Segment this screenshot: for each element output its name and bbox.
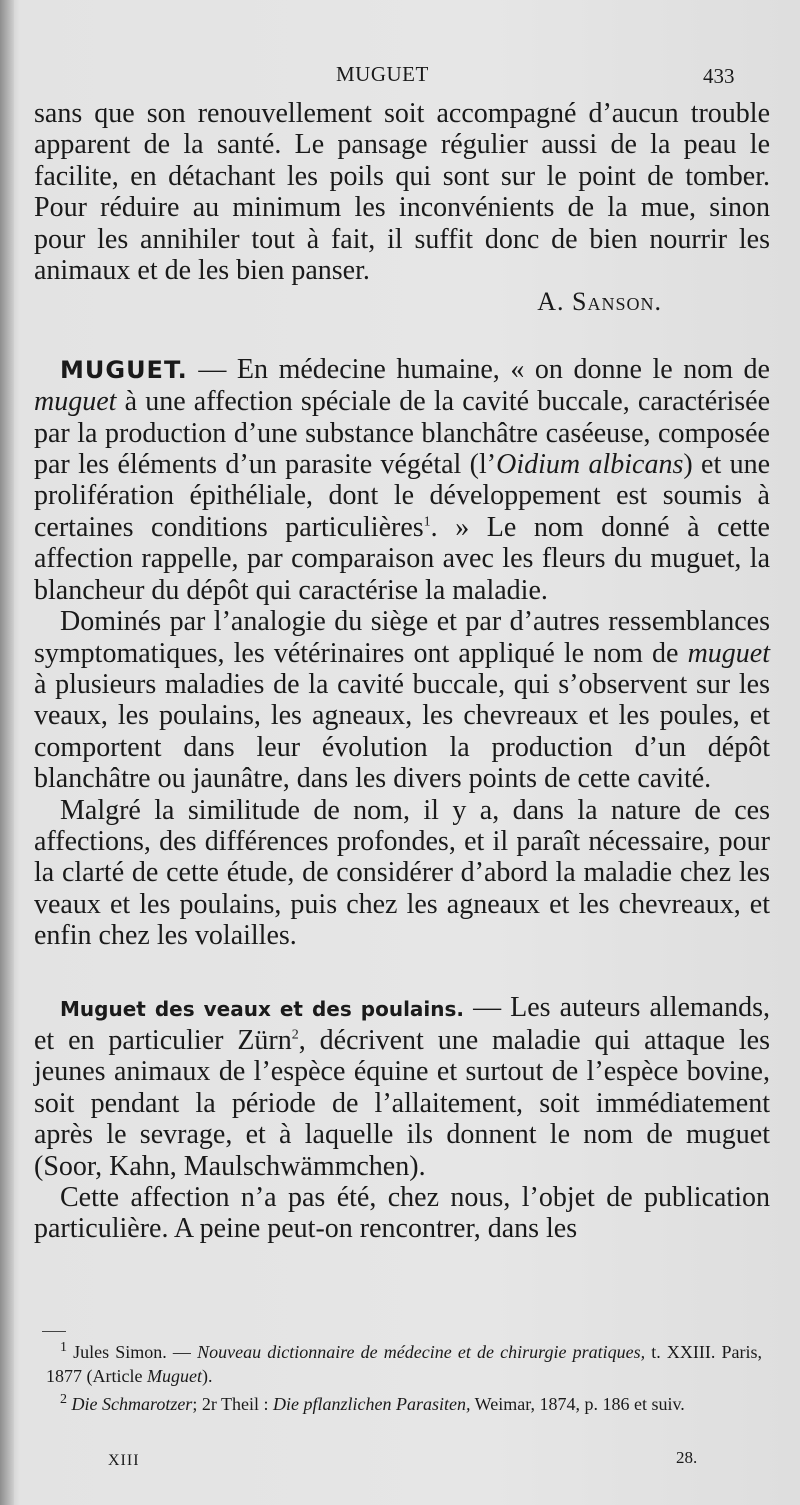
footnote-mark: 2 [60, 1392, 67, 1407]
text-run: à plusieurs maladies de la cavité buccale, qui s’observent sur les veaux, les poulains, les agneaux, les chevreaux et les poules, et comportent dans leur évolution la production d’un dépôt blanchâtre ou jaunâtre, dans les divers points de cette cavité. [34, 668, 770, 795]
article-paragraph-2 [34, 606, 770, 794]
text-run: , décrivent une maladie qui attaque les jeunes animaux de l’espèce équine et surtout de l’espèce bovine, soit pendant la période de l’allaitement, soit immédiatement après le sevrage, et à laquelle ils donnent le nom de muguet (Soor, Kahn, Maulschwämmchen). [34, 1024, 770, 1182]
section-paragraph-2: Cette affection n’a pas été, chez nous, l’objet de publication particulière. A peine peut-on rencontrer, dans les [34, 1182, 770, 1245]
italic-term: Oidium albicans [496, 449, 684, 481]
section-heading: Muguet des veaux et des poulains. [60, 996, 465, 1021]
article-paragraph-3: Malgré la similitude de nom, il y a, dans la nature de ces affections, des différences profondes, et il paraît nécessaire, pour la clarté de cette étude, de considérer d’abord la maladie chez les veaux et les poulains, puis chez les agneaux et les chevreaux, et enfin chez les volailles. [34, 794, 770, 952]
text-run: à une affection spéciale de la cavité buccale, caractérisée par la production d’une substance blanchâtre caséeuse, composée par les éléments d’un parasite végétal (l’ [34, 386, 770, 481]
text-run: ; 2r Theil : [192, 1394, 273, 1414]
section-paragraph-1 [34, 992, 770, 1182]
text-run: t. XXIII. Paris, 1877 (Article [46, 1342, 763, 1386]
printer-signature-mark: XIII [108, 1452, 140, 1469]
text-run: ) et une prolifération épithéliale, dont le développement est soumis à certaines conditions particulières [34, 449, 770, 543]
page-number: 433 [703, 64, 735, 88]
running-title: MUGUET [336, 62, 429, 86]
text-run: Jules Simon. — [67, 1342, 198, 1362]
footnote-ref: 2 [291, 1027, 299, 1043]
page-gutter-shadow [0, 0, 14, 1505]
text-run: — Les auteurs allemands, et en particulier Zürn [34, 991, 770, 1056]
text-run: Dominés par l’analogie du siège et par d’autres ressemblances symptomatiques, les vétérinaires ont appliqué le nom de [34, 606, 770, 669]
signature-name: Sanson. [572, 287, 662, 317]
article-paragraph-1 [34, 354, 770, 606]
main-text [34, 98, 770, 1245]
footnote-rule [42, 1331, 66, 1332]
footnote-1 [46, 1340, 762, 1388]
text-run: Weimar, 1874, p. 186 et suiv. [470, 1394, 685, 1414]
running-header [0, 62, 800, 92]
text-run: . » Le nom donné à cette affection rappelle, par comparaison avec les fleurs du muguet, la blancheur du dépôt qui caractérise la maladie. [34, 511, 770, 606]
italic-title: Die pflanzlichen Parasiten, [273, 1394, 471, 1414]
italic-title: Die Schmarotzer [71, 1394, 193, 1414]
footnote-mark: 1 [60, 1340, 67, 1355]
italic-term: muguet [687, 637, 770, 669]
text-run: ). [201, 1366, 213, 1386]
italic-term: muguet [34, 386, 117, 418]
continuation-paragraph: sans que son renouvellement soit accompagné d’aucun trouble apparent de la santé. Le pansage régulier aussi de la peau le facilite, en détachant les poils qui sont sur le point de tomber. Pour réduire au minimum les inconvénients de la mue, sinon pour les annihiler tout à fait, il suffit donc de bien nourrir les animaux et de les bien panser. [34, 98, 770, 287]
footnotes [46, 1340, 762, 1420]
italic-title: Nouveau dictionnaire de médecine et de chirurgie pratiques, [197, 1342, 646, 1362]
sheet-number: 28. [676, 1448, 698, 1467]
italic-title: Muguet [146, 1366, 202, 1386]
footnote-2 [46, 1392, 762, 1416]
author-signature [34, 286, 770, 317]
footnote-ref: 1 [423, 514, 431, 530]
article-lemma: MUGUET. [60, 355, 188, 384]
signature-initial: A. [537, 287, 573, 317]
text-run: — En médecine humaine, « on donne le nom de [187, 353, 770, 385]
